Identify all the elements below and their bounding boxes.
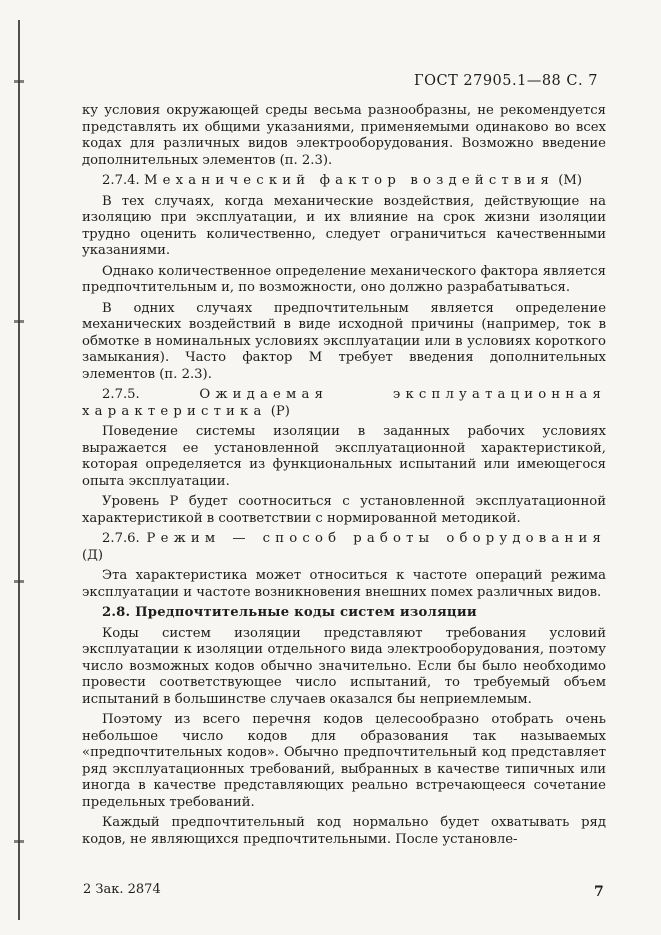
binding-mark bbox=[14, 80, 24, 83]
subsection-code: (Р) bbox=[270, 403, 290, 419]
paragraph: Уровень Р будет соотноситься с установленной эксплуатационной характеристикой в соответствии с нормированной методикой. bbox=[82, 494, 606, 526]
subsection-number: 2.7.5. bbox=[102, 387, 140, 402]
subsection-heading-2-7-6 bbox=[82, 531, 606, 564]
binding-line bbox=[18, 20, 20, 920]
running-header: ГОСТ 27905.1—88 С. 7 bbox=[414, 73, 598, 89]
paragraph: Поэтому из всего перечня кодов целесообразно отобрать очень небольшое число кодов для образования так называемых «предпочтительных кодов». Обычно предпочтительный код представляет ряд эксплуатационных требований, выбранных в качестве типичных или иногда в качестве представляющих реально встречающееся сочетание предельных требований. bbox=[82, 712, 606, 810]
binding-mark bbox=[14, 580, 24, 583]
paragraph: Каждый предпочтительный код нормально будет охватывать ряд кодов, не являющихся предпочтительными. После установле- bbox=[82, 815, 606, 847]
binding-mark bbox=[14, 320, 24, 323]
paragraph: Эта характеристика может относиться к частоте операций режима эксплуатации и частоте возникновения внешних помех различных видов. bbox=[82, 568, 606, 600]
print-order-note: 2 Зак. 2874 bbox=[83, 882, 161, 897]
subsection-heading-2-7-5 bbox=[82, 387, 606, 420]
paragraph: В одних случаях предпочтительным является определение механических воздействий в виде исходной причины (например, ток в обмотке в номинальных условиях эксплуатации или в условиях короткого замыкания). Часто фактор М требует введения дополнительных элементов (п. 2.3). bbox=[82, 300, 606, 382]
paragraph: В тех случаях, когда механические воздействия, действующие на изоляцию при эксплуатации, и их влияние на срок жизни изоляции трудно оценить количественно, следует ограничиться качественными указаниями. bbox=[82, 193, 606, 258]
paragraph: ку условия окружающей среды весьма разнообразны, не рекомендуется представлять их общими указаниями, применяемыми одинаково во всех кодах для различных видов электрооборудования. Возможно введение дополнительных элементов (п. 2.3). bbox=[82, 103, 606, 168]
body-text bbox=[82, 103, 606, 852]
paragraph: Поведение системы изоляции в заданных рабочих условиях выражается ее установленной эксплуатационной характеристикой, которая определяется из функциональных испытаний или имеющегося опыта эксплуатации. bbox=[82, 424, 606, 489]
subsection-heading-2-7-4 bbox=[82, 173, 606, 190]
paragraph: Однако количественное определение механического фактора является предпочтительным и, по возможности, оно должно разрабатываться. bbox=[82, 263, 606, 295]
subsection-code: (М) bbox=[558, 173, 583, 188]
subsection-title: Режим — способ работы оборудования bbox=[146, 531, 606, 546]
section-heading-2-8: 2.8. Предпочтительные коды систем изоляции bbox=[102, 605, 477, 620]
binding-mark bbox=[14, 840, 24, 843]
subsection-code: (Д) bbox=[82, 547, 104, 563]
subsection-number: 2.7.6. bbox=[102, 531, 140, 546]
binding-edge bbox=[14, 20, 24, 920]
paragraph: Коды систем изоляции представляют требования условий эксплуатации к изоляции отдельного вида электрооборудования, поэтому число возможных кодов обычно значительно. Если бы было необходимо провести соответствующее число испытаний, то требуемый объем испытаний в большинстве случаев оказался бы неприемлемым. bbox=[82, 625, 606, 707]
subsection-title: Механический фактор воздействия bbox=[143, 173, 555, 188]
subsection-title: Ожидаемая эксплуатационная характеристика bbox=[82, 387, 606, 419]
page-number: 7 bbox=[594, 884, 604, 900]
subsection-number: 2.7.4. bbox=[102, 173, 140, 188]
